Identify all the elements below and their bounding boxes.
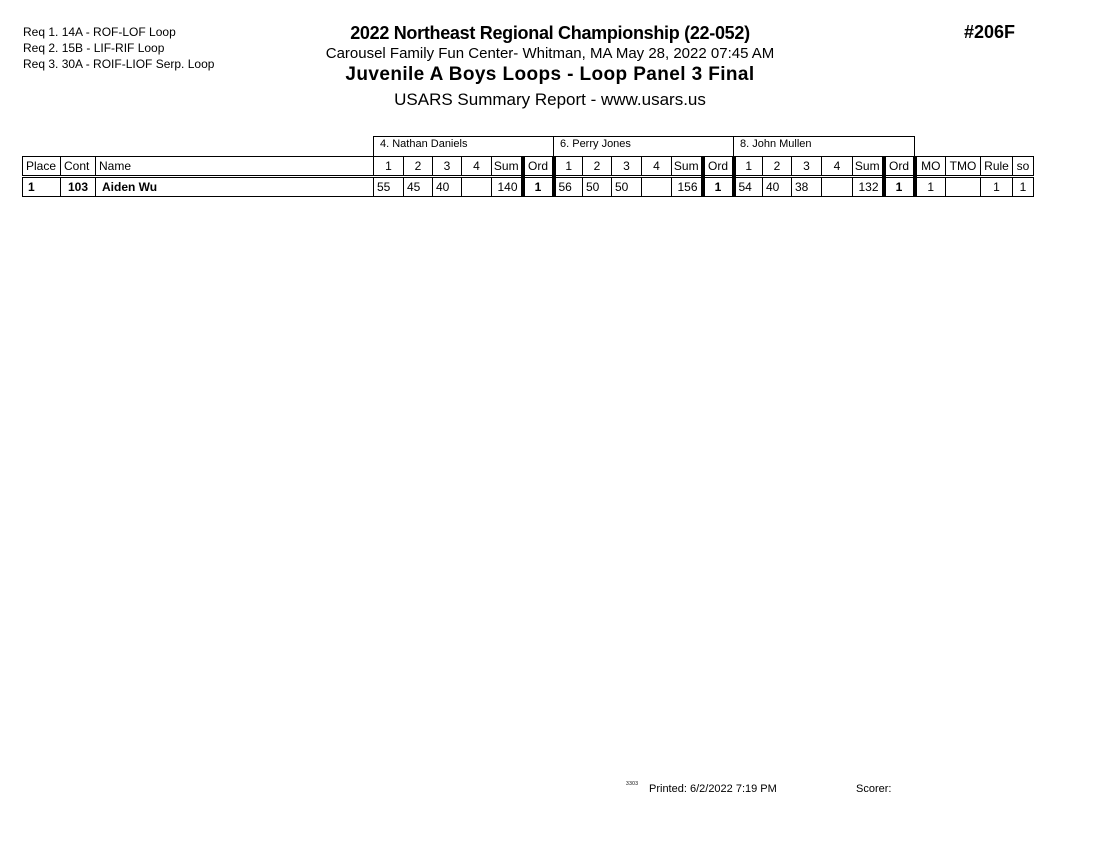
j1-score-1: 55 [374, 177, 404, 197]
col-name: Name [96, 157, 374, 177]
col-j3-ord: Ord [884, 157, 915, 177]
footer-code [626, 781, 638, 793]
column-header-row [23, 157, 1034, 177]
col-j2-score-2: 2 [583, 157, 612, 177]
col-cont: Cont [61, 157, 96, 177]
j1-score-3: 40 [433, 177, 462, 197]
scorer-label: Scorer: [856, 783, 892, 795]
j2-score-1: 56 [554, 177, 583, 197]
col-j3-score-2: 2 [763, 157, 792, 177]
event-title: Juvenile A Boys Loops - Loop Panel 3 Final [345, 64, 755, 85]
requirement-3: Req 3. 30A - ROIF-LIOF Serp. Loop [23, 57, 215, 71]
col-j2-score-1: 1 [554, 157, 583, 177]
mo-cell: 1 [915, 177, 946, 197]
col-j3-sum: Sum [853, 157, 884, 177]
judge-1-name: 4. Nathan Daniels [374, 137, 554, 157]
j2-score-4 [642, 177, 672, 197]
col-j3-score-4: 4 [822, 157, 853, 177]
requirement-2: Req 2. 15B - LIF-RIF Loop [23, 41, 165, 55]
j2-ord: 1 [703, 177, 734, 197]
j3-score-2: 40 [763, 177, 792, 197]
col-j1-sum: Sum [492, 157, 523, 177]
footer-code-text: 3303 [626, 781, 639, 787]
j2-score-2: 50 [583, 177, 612, 197]
report-type: USARS Summary Report - www.usars.us [394, 90, 706, 109]
j1-sum: 140 [492, 177, 523, 197]
j2-score-3: 50 [612, 177, 642, 197]
requirement-1: Req 1. 14A - ROF-LOF Loop [23, 25, 176, 39]
col-j3-score-3: 3 [792, 157, 822, 177]
col-so: so [1013, 157, 1034, 177]
col-tmo: TMO [946, 157, 981, 177]
j1-score-2: 45 [404, 177, 433, 197]
col-j1-score-3: 3 [433, 157, 462, 177]
judge-header-row [23, 137, 1034, 157]
col-place: Place [23, 157, 61, 177]
col-j3-score-1: 1 [734, 157, 763, 177]
venue-date: Carousel Family Fun Center- Whitman, MA May 28, 2022 07:45 AM [325, 45, 775, 62]
j3-score-1: 54 [734, 177, 763, 197]
j3-score-3: 38 [792, 177, 822, 197]
judge-2-name: 6. Perry Jones [554, 137, 734, 157]
col-j2-score-3: 3 [612, 157, 642, 177]
col-j2-ord: Ord [703, 157, 734, 177]
cont-cell: 103 [61, 177, 96, 197]
j1-ord: 1 [523, 177, 554, 197]
col-rule: Rule [981, 157, 1013, 177]
place-cell: 1 [23, 177, 61, 197]
rule-cell: 1 [981, 177, 1013, 197]
printed-timestamp: Printed: 6/2/2022 7:19 PM [649, 783, 777, 795]
skater-name: Aiden Wu [96, 177, 374, 197]
col-j2-score-4: 4 [642, 157, 672, 177]
j1-score-4 [462, 177, 492, 197]
j3-sum: 132 [853, 177, 884, 197]
col-j2-sum: Sum [672, 157, 703, 177]
col-j1-score-1: 1 [374, 157, 404, 177]
tmo-cell [946, 177, 981, 197]
j2-sum: 156 [672, 177, 703, 197]
judge-3-name: 8. John Mullen [734, 137, 915, 157]
championship-title: 2022 Northeast Regional Championship (22-052) [350, 23, 750, 43]
col-mo: MO [915, 157, 946, 177]
event-number: #206F [964, 22, 1016, 42]
j3-score-4 [822, 177, 853, 197]
j3-ord: 1 [884, 177, 915, 197]
col-j1-score-2: 2 [404, 157, 433, 177]
so-cell: 1 [1013, 177, 1034, 197]
table-row [23, 177, 1034, 197]
col-j1-score-4: 4 [462, 157, 492, 177]
col-j1-ord: Ord [523, 157, 554, 177]
results-table [22, 136, 1034, 197]
